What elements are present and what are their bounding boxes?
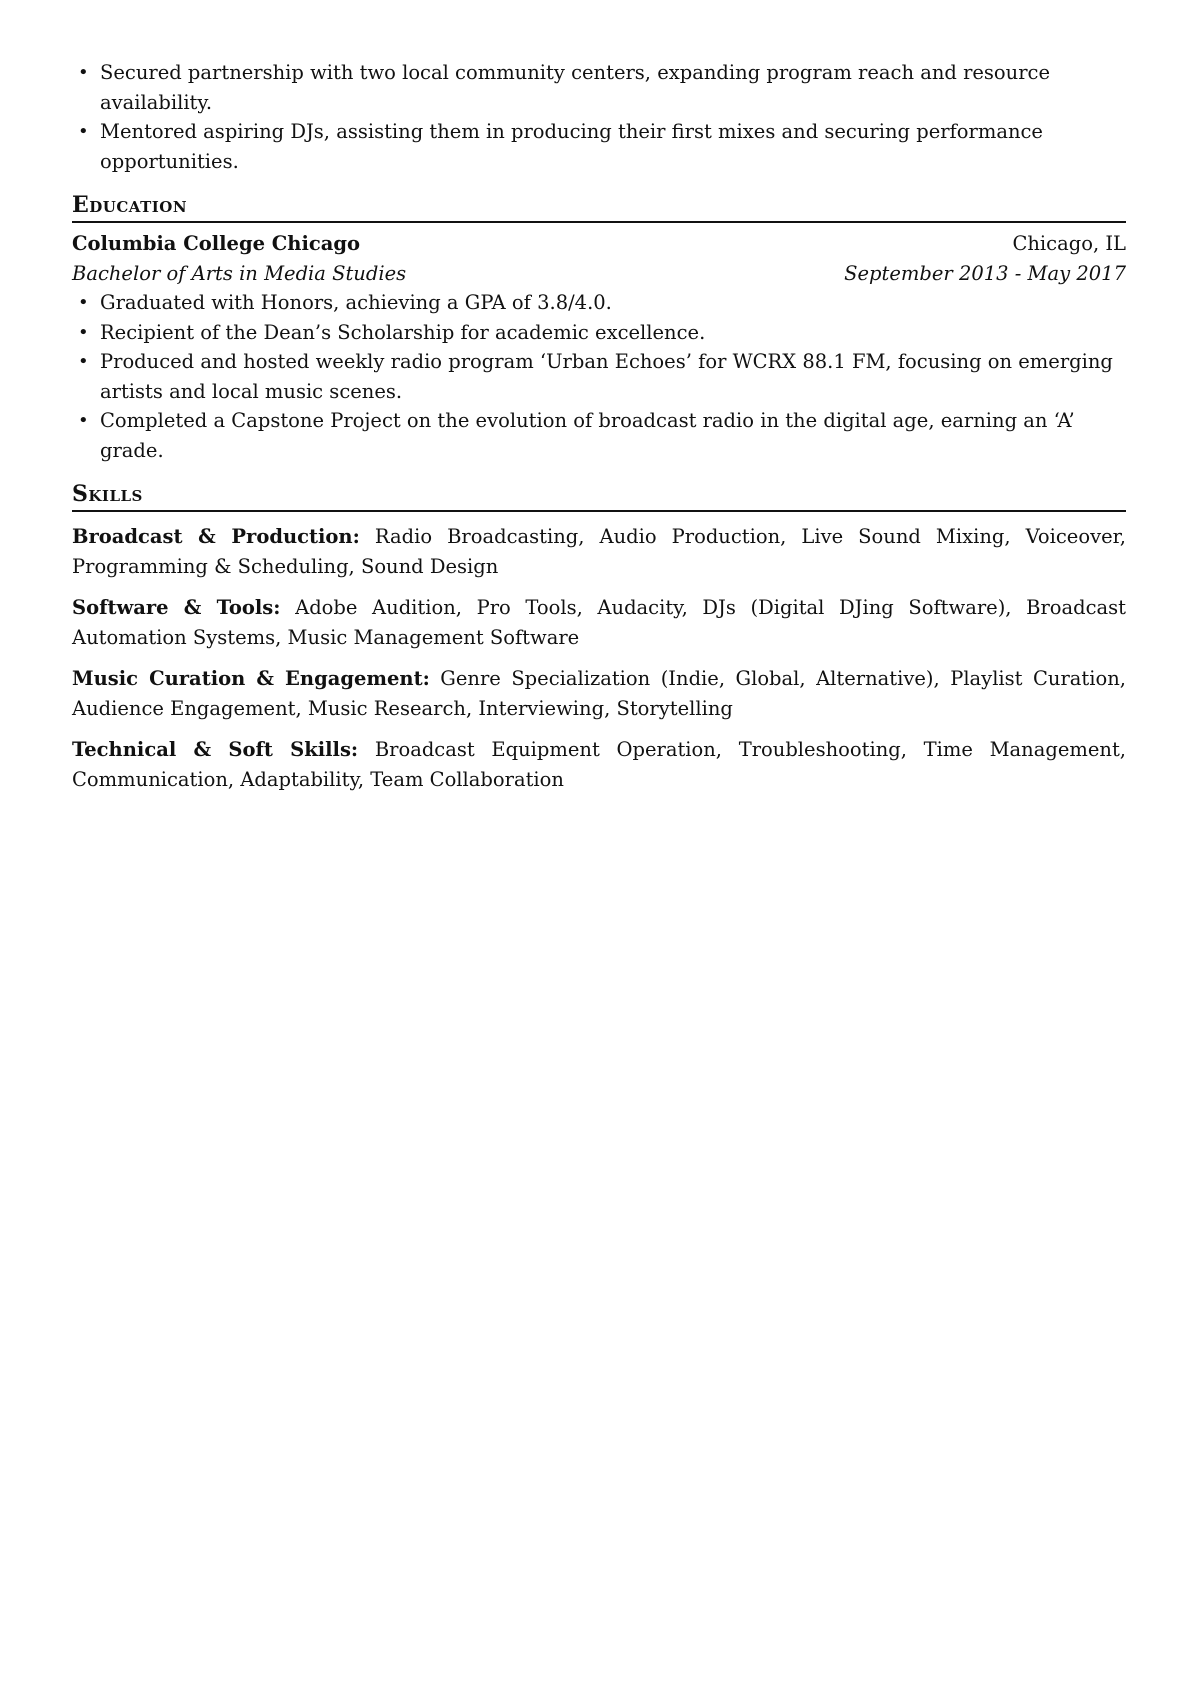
list-item: • Produced and hosted weekly radio program ‘Urban Echoes’ for WCRX 88.1 FM, focusing on emerging artists and local music scenes.: [72, 347, 1126, 406]
skill-group-text: Broadcast Equipment Operation, Troubleshooting, Time Management, Communication, Adaptability, Team Collaboration: [72, 738, 1126, 791]
skills-section: [72, 481, 1126, 794]
skill-group-text: Adobe Audition, Pro Tools, Audacity, DJs (Digital DJing Software), Broadcast Automation Systems, Music Management Software: [72, 596, 1127, 649]
skill-group-label: Music Curation & Engagement:: [72, 667, 430, 690]
skill-group-label: Broadcast & Production:: [72, 525, 360, 548]
list-item: • Graduated with Honors, achieving a GPA of 3.8/4.0.: [72, 288, 1126, 318]
skill-group-text: Radio Broadcasting, Audio Production, Live Sound Mixing, Voiceover, Programming & Scheduling, Sound Design: [72, 525, 1127, 578]
skill-group-broadcast: [72, 522, 1126, 581]
section-title-skills: Skills: [72, 481, 1126, 512]
education-dates: September 2013 - May 2017: [844, 261, 1126, 285]
skill-group-music-curation: [72, 664, 1126, 723]
experience-bullets-continued: [72, 58, 1126, 176]
school-location: Chicago, IL: [1012, 232, 1126, 255]
skill-group-text: Genre Specialization (Indie, Global, Alternative), Playlist Curation, Audience Engagement, Music Research, Interviewing, Storytelling: [72, 667, 1126, 720]
skill-group-software: [72, 593, 1126, 652]
list-item: • Completed a Capstone Project on the evolution of broadcast radio in the digital age, earning an ‘A’ grade.: [72, 406, 1126, 465]
education-header-row: [72, 229, 1126, 259]
education-degree-row: [72, 259, 1126, 289]
resume-page: [72, 58, 1126, 794]
education-bullets: [72, 288, 1126, 465]
section-title-education: Education: [72, 192, 1126, 223]
education-section: [72, 192, 1126, 465]
list-item: • Mentored aspiring DJs, assisting them in producing their first mixes and securing performance opportunities.: [72, 117, 1126, 176]
degree: Bachelor of Arts in Media Studies: [72, 261, 407, 285]
skill-group-label: Technical & Soft Skills:: [72, 738, 359, 761]
skill-group-label: Software & Tools:: [72, 596, 281, 619]
list-item: • Secured partnership with two local community centers, expanding program reach and resource availability.: [72, 58, 1126, 117]
list-item: • Recipient of the Dean’s Scholarship for academic excellence.: [72, 318, 1126, 348]
skill-group-technical-soft: [72, 735, 1126, 794]
school-name: Columbia College Chicago: [72, 232, 361, 255]
